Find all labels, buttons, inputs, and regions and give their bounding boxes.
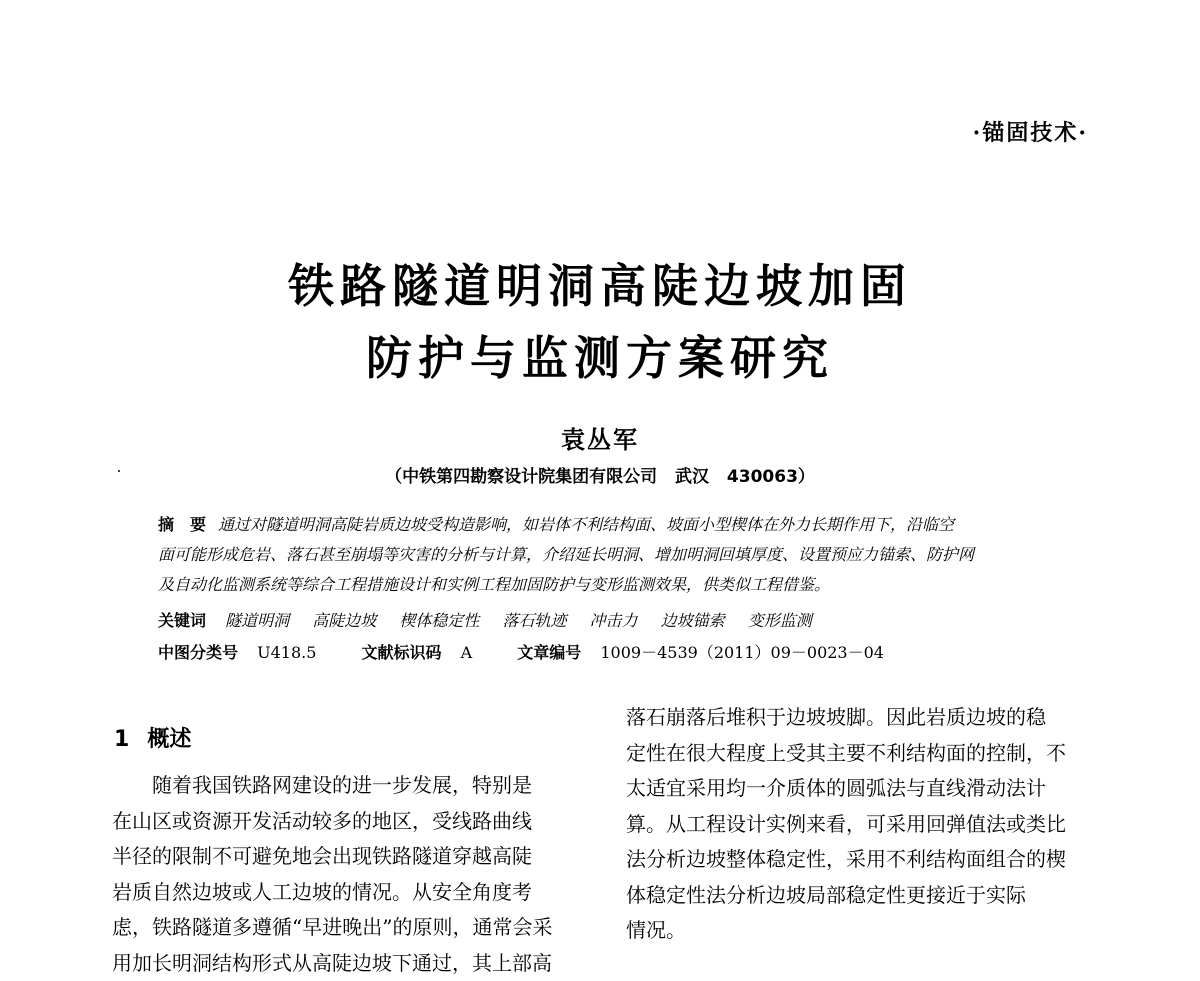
keyword: 变形监测 (748, 611, 812, 630)
section-title: 概述 (147, 727, 191, 752)
body-line: 算。从工程设计实例来看，可采用回弹值法或类比 (626, 807, 1096, 843)
affiliation-city: 武汉 (675, 467, 709, 487)
body-line: 岩质自然边坡或人工边坡的情况。从安全角度考 (112, 875, 586, 911)
column-tag: ·锚固技术· (973, 116, 1088, 147)
body-line: 太适宜采用均一介质体的圆弧法与直线滑动法计 (626, 771, 1096, 807)
body-line: 随着我国铁路网建设的进一步发展，特别是 (112, 768, 586, 804)
body-line: 在山区或资源开发活动较多的地区，受线路曲线 (112, 804, 586, 840)
body-line: 用加长明洞结构形式从高陡边坡下通过，其上部高 (112, 946, 586, 981)
doc-code-value: A (461, 643, 473, 662)
abstract-line-1: 通过对隧道明洞高陡岩质边坡受构造影响，如岩体不利结构面、坡面小型楔体在外力长期作用下，沿临空 (218, 515, 954, 534)
affiliation-zip: 430063） (727, 467, 815, 487)
classification-line (158, 640, 884, 663)
body-column-right (626, 700, 1096, 949)
keyword: 高陡边坡 (312, 611, 376, 630)
abstract-line (158, 510, 1058, 540)
abstract-line-2: 面可能形成危岩、落石甚至崩塌等灾害的分析与计算，介绍延长明洞、增加明洞回填厚度、设置预应力锚索、防护网 (158, 540, 1058, 570)
body-line: 情况。 (626, 913, 1096, 949)
affiliation (0, 462, 1200, 487)
affiliation-org: （中铁第四勘察设计院集团有限公司 (385, 467, 657, 487)
body-line: 半径的限制不可避免地会出现铁路隧道穿越高陡 (112, 839, 586, 875)
body-line: 虑，铁路隧道多遵循“早进晚出”的原则，通常会采 (112, 910, 586, 946)
article-no-label: 文章编号 (517, 643, 581, 662)
abstract-label: 摘 要 (158, 515, 206, 534)
doc-code-label: 文献标识码 (362, 643, 442, 662)
scan-speck (118, 470, 120, 472)
keyword: 隧道明洞 (225, 611, 289, 630)
article-no-value: 1009－4539（2011）09－0023－04 (600, 643, 884, 662)
keyword: 楔体稳定性 (399, 611, 479, 630)
keyword: 落石轨迹 (502, 611, 566, 630)
body-line: 法分析边坡整体稳定性，采用不利结构面组合的楔 (626, 842, 1096, 878)
keyword: 冲击力 (590, 611, 638, 630)
body-line: 落石崩落后堆积于边坡坡脚。因此岩质边坡的稳 (626, 700, 1096, 736)
keyword: 边坡锚索 (661, 611, 725, 630)
keywords-line (158, 608, 830, 631)
section-heading (114, 722, 191, 753)
article-title-line2: 防护与监测方案研究 (0, 322, 1200, 388)
clc-value: U418.5 (257, 643, 316, 662)
body-line: 定性在很大程度上受其主要不利结构面的控制，不 (626, 736, 1096, 772)
section-number: 1 (114, 727, 129, 752)
keywords-label: 关键词 (158, 611, 206, 630)
clc-label: 中图分类号 (158, 643, 238, 662)
abstract-block (158, 510, 1058, 600)
body-line: 体稳定性法分析边坡局部稳定性更接近于实际 (626, 878, 1096, 914)
abstract-line-3: 及自动化监测系统等综合工程措施设计和实例工程加固防护与变形监测效果，供类似工程借鉴。 (158, 570, 1058, 600)
author-name: 袁丛军 (0, 420, 1200, 455)
article-title-line1: 铁路隧道明洞高陡边坡加固 (0, 250, 1200, 316)
body-column-left (112, 768, 586, 981)
